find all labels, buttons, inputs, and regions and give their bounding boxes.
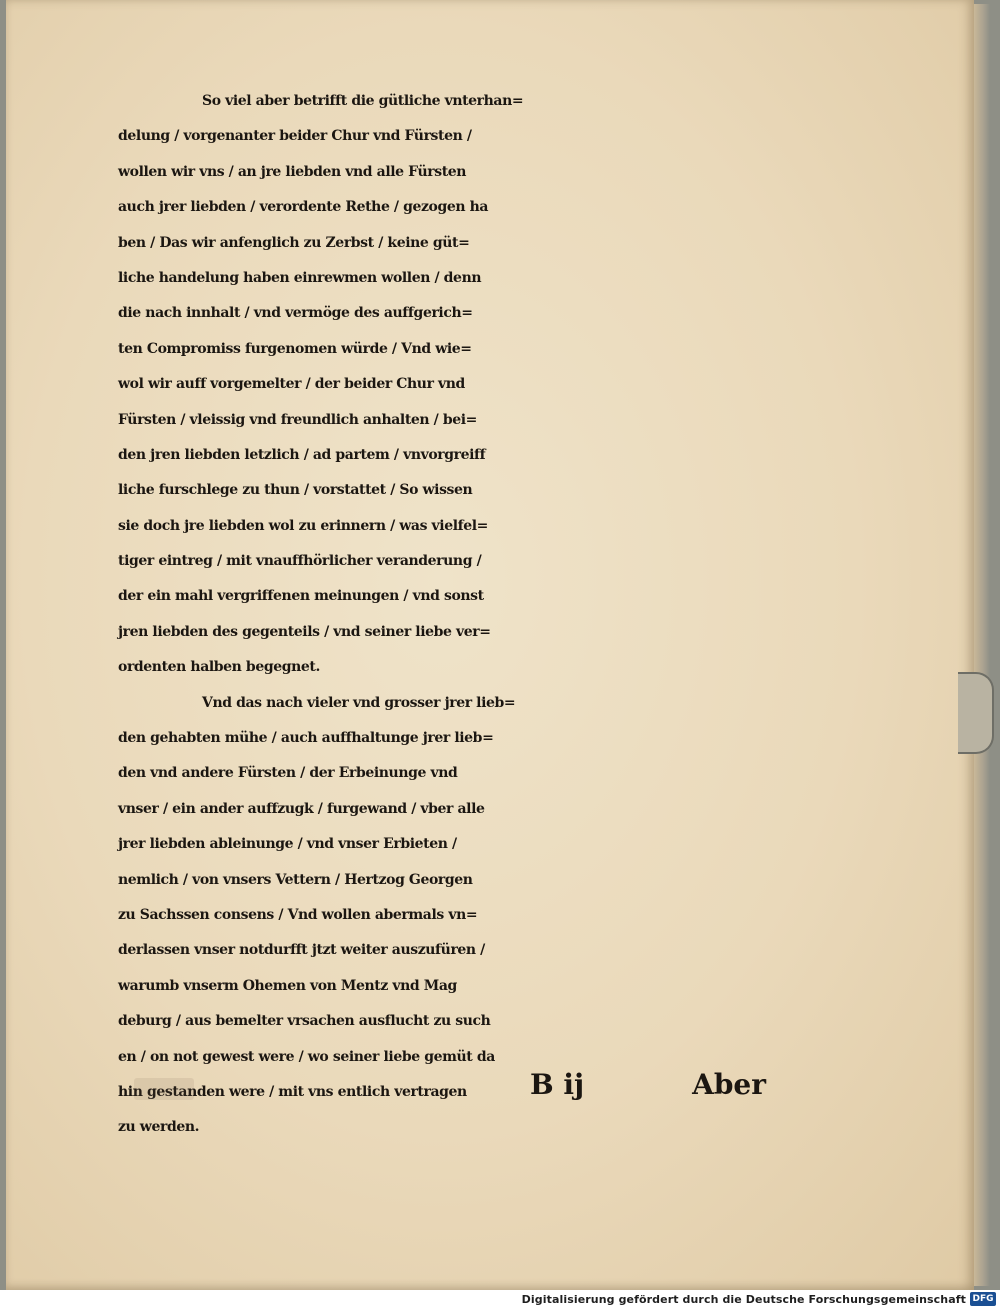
text-line: liche handelung haben einrewmen wollen / denn <box>118 269 482 286</box>
text-line: jren liebden des gegenteils / vnd seiner liebe ver= <box>118 623 491 640</box>
text-line: den vnd andere Fürsten / der Erbeinunge vnd <box>118 765 458 782</box>
text-line: auch jrer liebden / verordente Rethe / gezogen ha <box>118 199 489 216</box>
text-line: den jren liebden letzlich / ad partem / vnvorgreiff <box>118 446 486 463</box>
text-line: deburg / aus bemelter vrsachen ausflucht zu such <box>118 1013 491 1030</box>
body-text <box>118 84 778 1146</box>
text-line: warumb vnserm Ohemen von Mentz vnd Mag <box>118 977 457 994</box>
text-line: wollen wir vns / an jre liebden vnd alle Fürsten <box>118 163 467 180</box>
text-line: ordenten halben begegnet. <box>118 659 320 676</box>
text-line: der ein mahl vergriffenen meinungen / vnd sonst <box>118 588 484 605</box>
signature-mark: B ij <box>530 1068 585 1101</box>
text-line: zu Sachssen consens / Vnd wollen abermals vn= <box>118 906 478 923</box>
text-line: die nach innhalt / vnd vermöge des auffgerich= <box>118 305 473 322</box>
text-line: hin gestanden were / mit vns entlich vertragen <box>118 1083 467 1100</box>
page-foot <box>118 1068 768 1108</box>
text-line: delung / vorgenanter beider Chur vnd Fürsten / <box>118 128 472 145</box>
text-line: den gehabten mühe / auch auffhaltunge jrer lieb= <box>118 730 494 747</box>
footer-bar <box>0 1290 1000 1309</box>
page-edge <box>974 4 990 1286</box>
text-line: nemlich / von vnsers Vettern / Hertzog Georgen <box>118 871 473 888</box>
text-line: sie doch jre liebden wol zu erinnern / was vielfel= <box>118 517 488 534</box>
dfg-logo: DFG <box>970 1292 996 1306</box>
text-line: ben / Das wir anfenglich zu Zerbst / keine güt= <box>118 234 470 251</box>
text-line: Vnd das nach vieler vnd grosser jrer lieb= <box>202 694 516 711</box>
text-line: So viel aber betrifft die gütliche vnterhan= <box>202 93 524 109</box>
text-line: wol wir auff vorgemelter / der beider Chur vnd <box>118 376 465 393</box>
text-line: derlassen vnser notdurfft jtzt weiter auszufüren / <box>118 942 485 959</box>
text-line: tiger eintreg / mit vnauffhörlicher veranderung / <box>118 553 482 570</box>
text-line: ten Compromiss furgenomen würde / Vnd wie= <box>118 340 472 357</box>
page-fold-tab <box>958 672 994 754</box>
text-line: Fürsten / vleissig vnd freundlich anhalten / bei= <box>118 411 477 428</box>
text-line: zu werden. <box>118 1119 200 1136</box>
funding-credit: Digitalisierung gefördert durch die Deutsche Forschungsgemeinschaft <box>521 1293 966 1306</box>
text-line: jrer liebden ableinunge / vnd vnser Erbieten / <box>118 836 457 853</box>
text-line: en / on not gewest were / wo seiner liebe gemüt da <box>118 1048 495 1065</box>
catchword: Aber <box>692 1068 766 1101</box>
text-line: liche furschlege zu thun / vorstattet / So wissen <box>118 482 473 499</box>
text-line: vnser / ein ander auffzugk / furgewand / vber alle <box>118 800 485 817</box>
